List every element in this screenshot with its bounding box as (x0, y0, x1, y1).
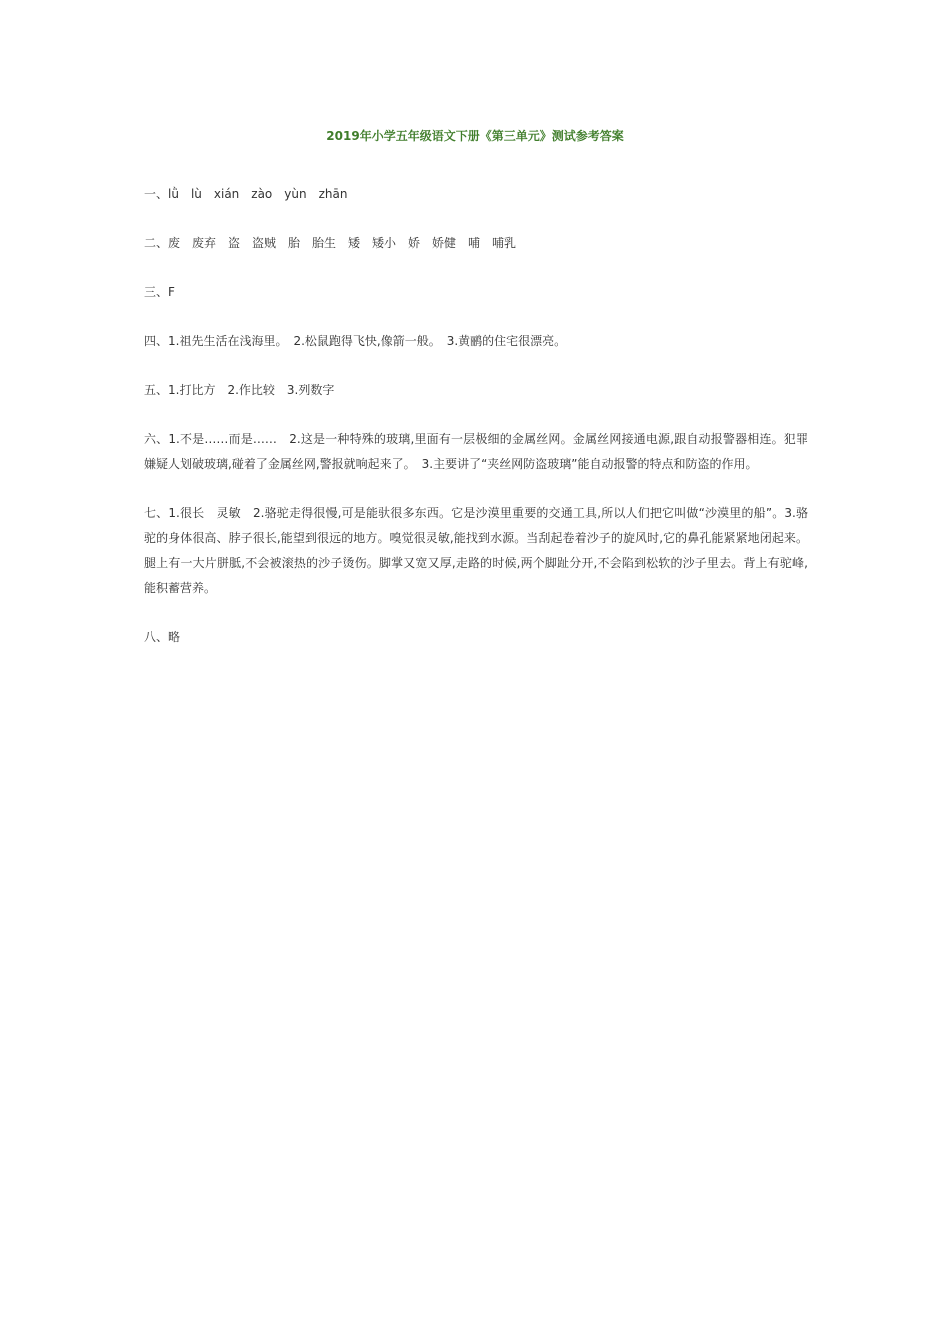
answer-section-5: 五、1.打比方 2.作比较 3.列数字 (144, 383, 335, 397)
answer-section-3: 三、F (144, 285, 175, 299)
answer-list (144, 182, 808, 674)
answer-section-4: 四、1.祖先生活在浅海里。 2.松鼠跑得飞快,像箭一般。 3.黄鹂的住宅很漂亮。 (144, 334, 567, 348)
document-title: 2019年小学五年级语文下册《第三单元》测试参考答案 (326, 129, 624, 143)
answer-section-8: 八、略 (144, 630, 181, 644)
answer-section-2: 二、废 废弃 盗 盗贼 胎 胎生 矮 矮小 娇 娇健 哺 哺乳 (144, 236, 517, 250)
answer-section-7: 七、1.很长 灵敏 2.骆驼走得很慢,可是能驮很多东西。它是沙漠里重要的交通工具,所以人们把它叫做“沙漠里的船”。3.骆驼的身体很高、脖子很长,能望到很远的地方。嗅觉很灵敏,能找到水源。当刮起卷着沙子的旋风时,它的鼻孔能紧紧地闭起来。腿上有一大片胼胝,不会被滚热的沙子烫伤。脚掌又宽又厚,走路的时候,两个脚趾分开,不会陷到松软的沙子里去。背上有驼峰,能积蓄营养。 (144, 506, 808, 595)
answer-section-1: 一、lǜ lù xián zào yùn zhān (144, 187, 348, 201)
answer-section-6: 六、1.不是……而是…… 2.这是一种特殊的玻璃,里面有一层极细的金属丝网。金属丝网接通电源,跟自动报警器相连。犯罪嫌疑人划破玻璃,碰着了金属丝网,警报就响起来了。 3.主要讲了“夹丝网防盗玻璃”能自动报警的特点和防盗的作用。 (144, 432, 808, 471)
